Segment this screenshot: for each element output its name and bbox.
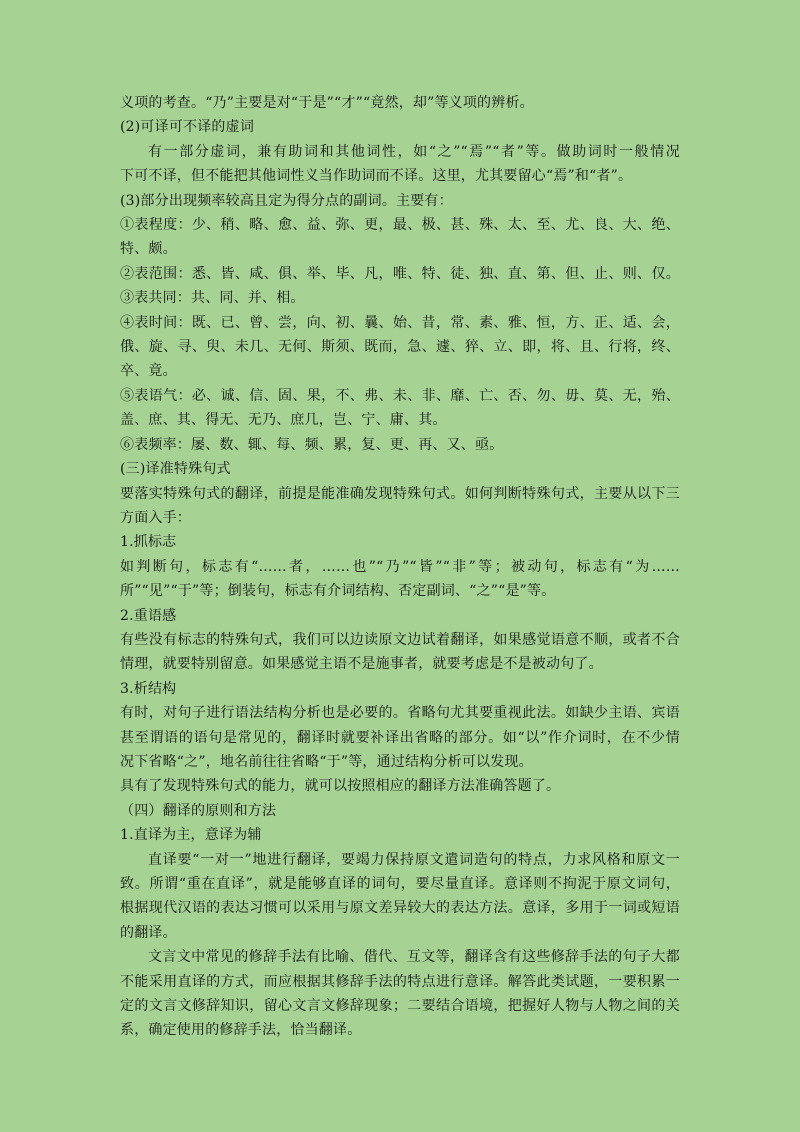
text-line: 有一部分虚词，兼有助词和其他词性，如“之”“焉”“者”等。做助词时一般情况 — [148, 143, 680, 160]
text-line: 有些没有标志的特殊句式，我们可以边读原文边试着翻译，如果感觉语意不顺，或者不合 — [120, 631, 680, 648]
text-line: 情理，就要特别留意。如果感觉主语不是施事者，就要考虑是不是被动句了。 — [120, 656, 603, 673]
text-line: 文言文中常见的修辞手法有比喻、借代、互文等，翻译含有这些修辞手法的句子大都 — [148, 949, 680, 966]
text-line: ⑤表语气：必、诚、信、固、果，不、弗、未、非、靡、亡、否、勿、毋、莫、无，殆、 — [120, 387, 680, 404]
text-line: 直译要“一对一”地进行翻译，要竭力保持原文遣词造句的特点，力求风格和原文一 — [148, 851, 680, 868]
text-line: 下可不译，但不能把其他词性义当作助词而不译。这里，尤其要留心“焉”和“者”。 — [120, 168, 633, 185]
text-line: ③表共同：共、同、并、相。 — [120, 290, 305, 307]
text-line: 甚至谓语的语句是常见的，翻译时就要补译出省略的部分。如“以”作介词时，在不少情 — [120, 729, 680, 746]
text-line: ①表程度：少、稍、略、愈、益、弥、更，最、极、甚、殊、太、至、尤、良、大、绝、 — [120, 217, 680, 234]
text-line: 要落实特殊句式的翻译，前提是能准确发现特殊句式。如何判断特殊句式，主要从以下三 — [120, 485, 680, 502]
text-line: 俄、旋、寻、臾、未几、无何、斯须、既而，急、遽、猝、立、即，将、且、行将，终、 — [120, 339, 680, 356]
text-line: 如判断句，标志有“……者，……也”“乃”“皆”“非”等；被动句，标志有“为…… — [120, 558, 680, 575]
text-line: 系，确定使用的修辞手法，恰当翻译。 — [120, 1022, 362, 1039]
text-line: 方面入手： — [120, 509, 191, 526]
text-line: (三)译准特殊句式 — [120, 461, 231, 478]
text-line: 有时，对句子进行语法结构分析也是必要的。省略句尤其要重视此法。如缺少主语、宾语 — [120, 705, 680, 722]
text-line: 况下省略“之”，地名前往往省略“于”等，通过结构分析可以发现。 — [120, 753, 533, 770]
text-line: 1.抓标志 — [120, 534, 177, 551]
text-line: 具有了发现特殊句式的能力，就可以按照相应的翻译方法准确答题了。 — [120, 778, 561, 795]
text-line: 卒、竟。 — [120, 363, 177, 380]
text-line: 3.析结构 — [120, 680, 177, 697]
text-line: 不能采用直译的方式，而应根据其修辞手法的特点进行意译。解答此类试题，一要积累一 — [120, 973, 680, 990]
text-line: 2.重语感 — [120, 607, 177, 624]
text-line: (2)可译可不译的虚词 — [120, 119, 255, 136]
text-line: 致。所谓“重在直译”，就是能够直译的词句，要尽量直译。意译则不拘泥于原文词句， — [120, 876, 680, 892]
text-line: 义项的考查。“乃”主要是对“于是”“才”“竟然，却”等义项的辨析。 — [120, 95, 534, 111]
text-line: 盖、庶、其、得无、无乃、庶几，岂、宁、庸、其。 — [120, 412, 447, 429]
text-line: ②表范围：悉、皆、咸、俱、举、毕、凡，唯、特、徒、独、直、第、但、止、则、仅。 — [120, 265, 680, 282]
document-page — [120, 91, 680, 1043]
text-line: 1.直译为主，意译为辅 — [120, 827, 262, 844]
text-line: 所”“见”“于”等；倒装句，标志有介词结构、否定副词、“之”“是”等。 — [120, 583, 556, 600]
text-line: (3)部分出现频率较高且定为得分点的副词。主要有： — [120, 192, 453, 209]
text-line: 定的文言文修辞知识，留心文言文修辞现象；二要结合语境，把握好人物与人物之间的关 — [120, 998, 680, 1015]
text-line: 特、颇。 — [120, 241, 177, 258]
text-line: ⑥表频率：屡、数、辄、每、频、累，复、更、再、又、亟。 — [120, 436, 504, 453]
text-line: ④表时间：既、已、曾、尝，向、初、曩、始、昔，常、素、雅、恒，方、正、适、会， — [120, 314, 680, 331]
text-line: （四）翻译的原则和方法 — [120, 802, 277, 819]
text-line: 根据现代汉语的表达习惯可以采用与原文差异较大的表达方法。意译，多用于一词或短语 — [120, 900, 680, 917]
text-line: 的翻译。 — [120, 924, 177, 941]
